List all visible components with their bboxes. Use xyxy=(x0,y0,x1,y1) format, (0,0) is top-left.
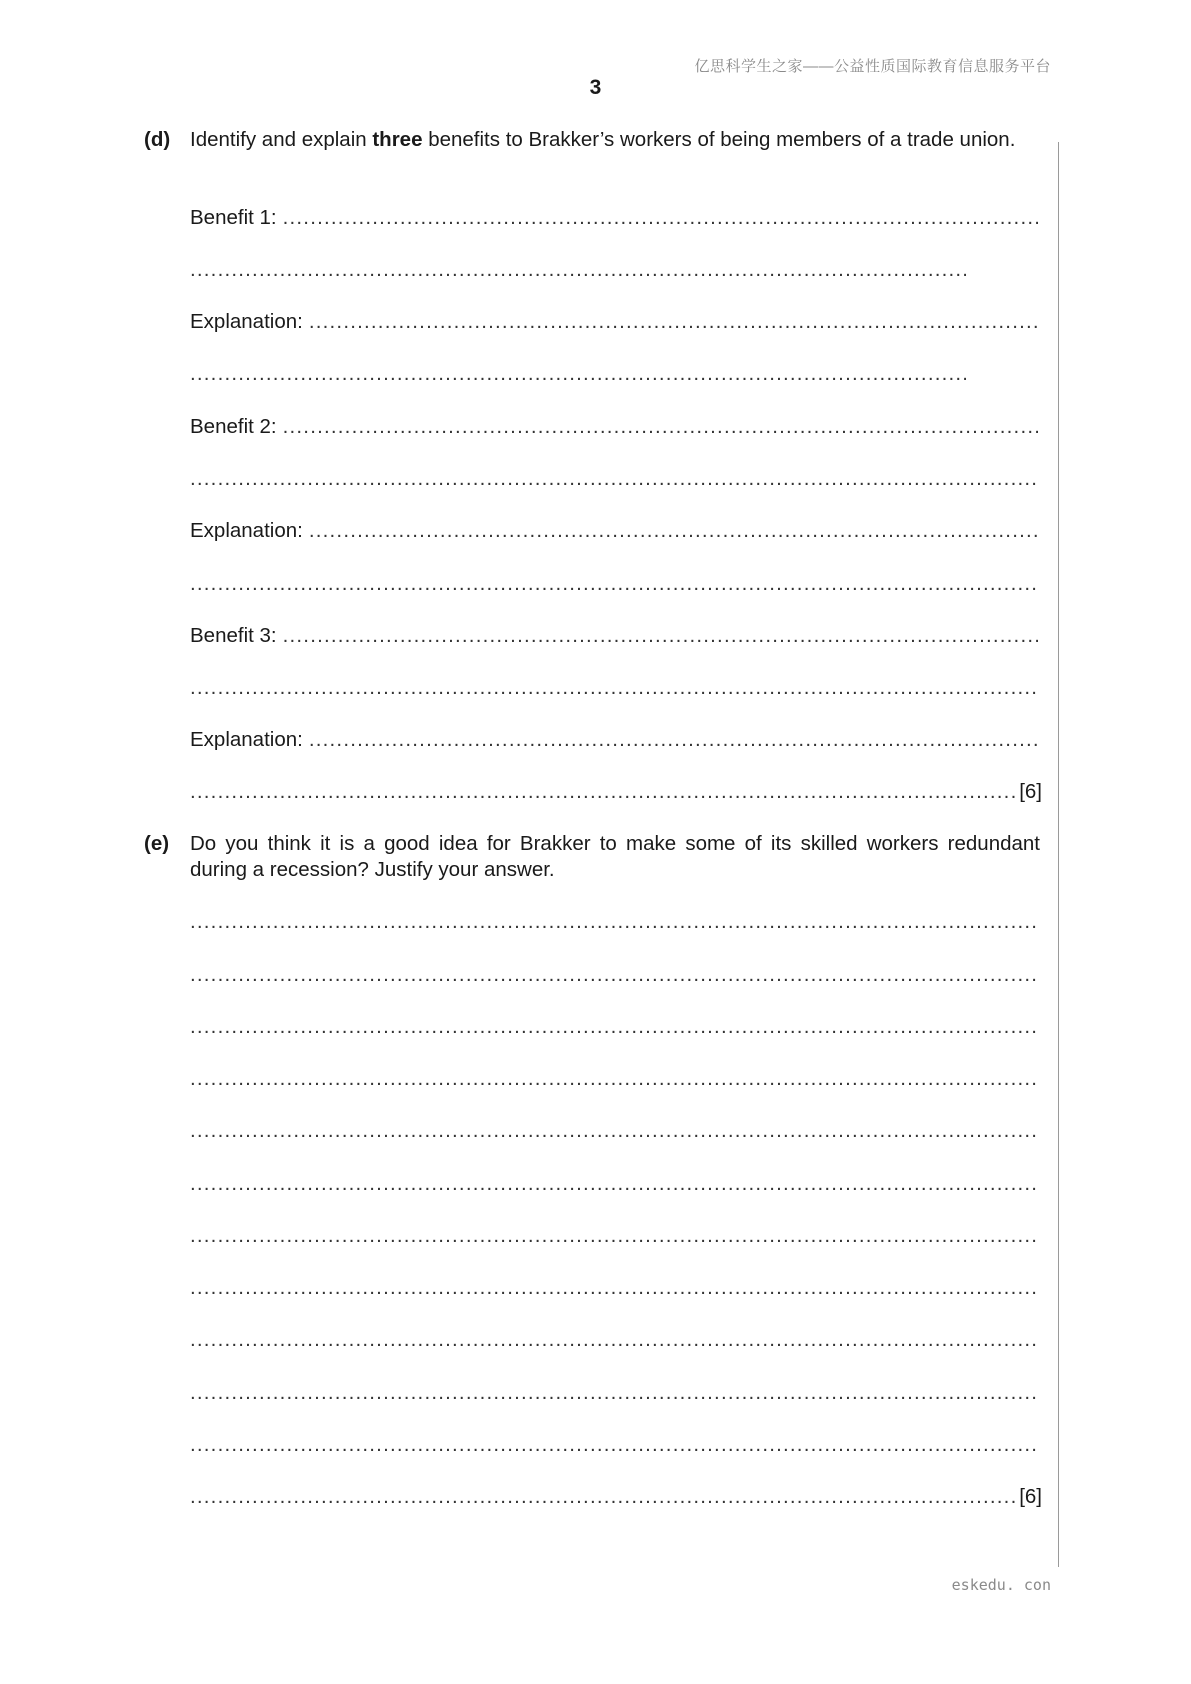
answer-line[interactable] xyxy=(190,1118,1038,1144)
answer-line[interactable] xyxy=(190,1223,1038,1249)
answer-line[interactable] xyxy=(190,909,1038,935)
explanation-2-line[interactable] xyxy=(190,518,1038,544)
answer-line[interactable] xyxy=(190,962,1038,988)
explanation-3-line[interactable] xyxy=(190,727,1038,753)
benefit-1-continuation-line[interactable] xyxy=(190,257,966,283)
question-e-marks: [6] xyxy=(1019,1485,1042,1508)
answer-line[interactable] xyxy=(190,1432,1038,1458)
answer-line-final[interactable] xyxy=(190,1484,1042,1510)
answer-line[interactable] xyxy=(190,1066,1038,1092)
explanation-1-label: Explanation: xyxy=(190,310,303,333)
answer-line[interactable] xyxy=(190,1380,1038,1406)
footer-watermark: eskedu. con xyxy=(951,1576,1051,1594)
question-e-text: Do you think it is a good idea for Brakker to make some of its skilled workers redundant during a recession? Justify your answer. xyxy=(190,832,1040,881)
explanation-3-label: Explanation: xyxy=(190,728,303,751)
page-number: 3 xyxy=(589,76,602,99)
benefit-2-label: Benefit 2: xyxy=(190,415,277,438)
question-d xyxy=(144,127,1040,153)
explanation-1-line[interactable] xyxy=(190,309,1038,335)
question-d-text: Identify and explain three benefits to Brakker’s workers of being members of a trade union. xyxy=(190,128,1016,151)
benefit-1-label: Benefit 1: xyxy=(190,206,277,229)
benefit-2-line[interactable] xyxy=(190,414,1038,440)
answer-line[interactable] xyxy=(190,1275,1038,1301)
question-d-emphasis: three xyxy=(372,128,423,151)
benefit-1-line[interactable] xyxy=(190,205,1038,231)
answer-line[interactable] xyxy=(190,1171,1038,1197)
benefit-3-label: Benefit 3: xyxy=(190,624,277,647)
benefit-3-continuation-line[interactable] xyxy=(190,675,1038,701)
question-d-marks: [6] xyxy=(1019,780,1042,803)
margin-line xyxy=(1058,142,1059,1567)
question-e-label: (e) xyxy=(144,832,170,855)
benefit-3-line[interactable] xyxy=(190,623,1038,649)
explanation-2-label: Explanation: xyxy=(190,519,303,542)
benefit-2-continuation-line[interactable] xyxy=(190,466,1038,492)
header-watermark: 亿思科学生之家——公益性质国际教育信息服务平台 xyxy=(694,58,1051,75)
answer-line[interactable] xyxy=(190,1327,1038,1353)
answer-line[interactable] xyxy=(190,1014,1038,1040)
question-d-label: (d) xyxy=(144,128,171,151)
explanation-2-continuation-line[interactable] xyxy=(190,571,1038,597)
explanation-3-continuation-line[interactable] xyxy=(190,779,1042,805)
question-e xyxy=(144,831,1040,883)
explanation-1-continuation-line[interactable] xyxy=(190,361,966,387)
